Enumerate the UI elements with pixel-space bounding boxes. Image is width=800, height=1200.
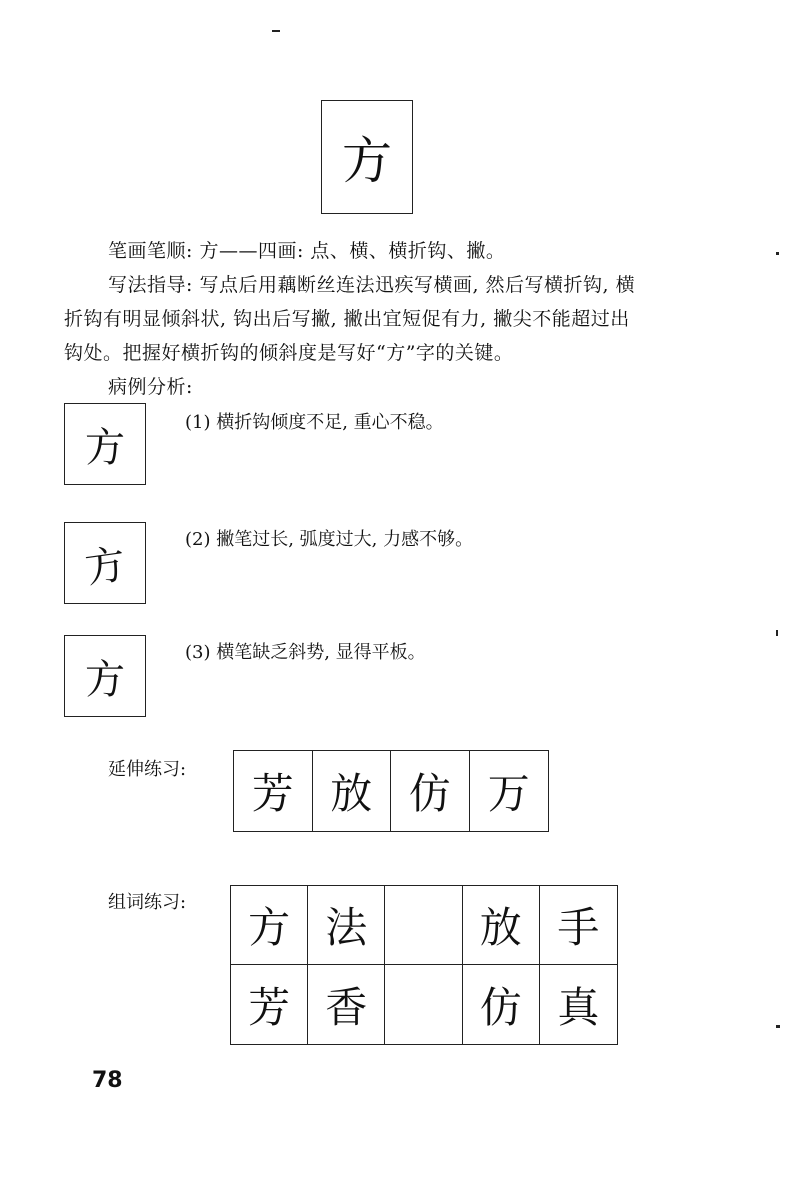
extension-practice-grid: [233, 750, 549, 832]
writing-guide-line-2: 折钩有明显倾斜状, 钩出后写撇, 撇出宜短促有力, 撇尖不能超过出: [64, 308, 630, 330]
extension-char-2: 放: [313, 751, 392, 831]
error-case-2-char: 方: [82, 540, 129, 593]
word-practice-label: 组词练习:: [108, 892, 187, 913]
scan-mark-right-3: [776, 1025, 780, 1028]
scan-mark-top: [272, 30, 280, 32]
error-case-2-box: [64, 522, 146, 604]
error-case-2-text: (2) 撇笔过长, 弧度过大, 力感不够。: [185, 529, 474, 550]
extension-char-1: 芳: [234, 751, 313, 831]
word-cell-r2-c5: 真: [557, 982, 600, 1032]
error-case-3-box: [64, 635, 146, 717]
error-case-1-box: [64, 403, 146, 485]
word-cell-r1-c3: [385, 886, 462, 965]
scan-mark-right-1: [776, 252, 779, 255]
writing-guide-line-3: 钩处。把握好横折钩的倾斜度是写好“方”字的关键。: [64, 342, 514, 364]
error-case-1-text: (1) 横折钩倾度不足, 重心不稳。: [185, 412, 444, 433]
word-cell-r2-c1: 芳: [231, 965, 308, 1044]
scan-mark-right-2: [776, 630, 778, 636]
main-character-box: [321, 100, 413, 214]
word-cell-r1-c2: 法: [308, 886, 385, 965]
writing-guide-line-1: 写法指导: 写点后用藕断丝连法迅疾写横画, 然后写横折钩, 横: [108, 274, 636, 296]
main-character: 方: [342, 132, 392, 190]
word-cell-r1-c1: 方: [231, 886, 308, 965]
word-cell-r1-c4: 放: [463, 886, 540, 965]
error-case-3-text: (3) 横笔缺乏斜势, 显得平板。: [185, 642, 426, 663]
word-cell-r2-c2: 香: [308, 965, 385, 1044]
word-practice-grid: [230, 885, 618, 1045]
word-cell-r1-c5: 手: [540, 886, 617, 965]
page-number: 78: [92, 1068, 123, 1093]
extension-practice-label: 延伸练习:: [108, 759, 187, 780]
word-cell-r2-c4: 仿: [463, 965, 540, 1044]
stroke-order-text: 笔画笔顺: 方——四画: 点、横、横折钩、撇。: [108, 240, 506, 262]
extension-char-3: 仿: [391, 751, 470, 831]
error-analysis-heading: 病例分析:: [108, 376, 193, 398]
error-case-1-char: 方: [85, 424, 125, 471]
error-case-3-char: 方: [85, 656, 125, 703]
extension-char-4: 万: [487, 769, 530, 818]
word-cell-r2-c3: [385, 965, 462, 1044]
